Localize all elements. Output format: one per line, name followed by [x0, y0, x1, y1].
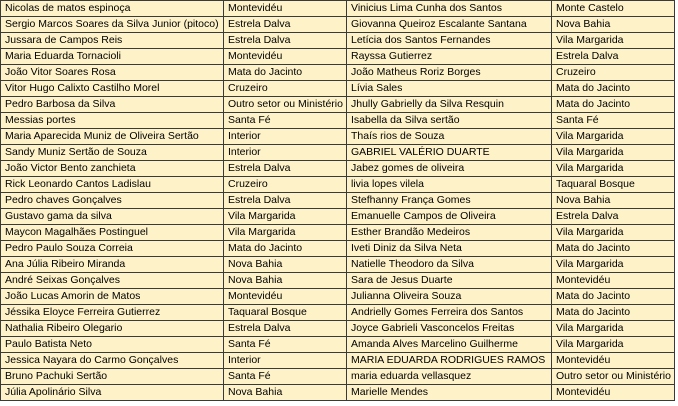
table-row	[1, 225, 675, 241]
sector-b-cell[interactable]: Vila Margarida	[552, 161, 675, 177]
name-a-cell[interactable]: Messias portes	[1, 113, 224, 129]
sector-a-cell[interactable]: Vila Margarida	[224, 209, 347, 225]
sector-b-cell[interactable]: Montevidéu	[552, 385, 675, 401]
sector-b-cell[interactable]: Mata do Jacinto	[552, 97, 675, 113]
table-row	[1, 193, 675, 209]
name-b-cell[interactable]: Rayssa Gutierrez	[347, 49, 552, 65]
sector-a-cell[interactable]: Interior	[224, 129, 347, 145]
sector-a-cell[interactable]: Estrela Dalva	[224, 17, 347, 33]
sector-b-cell[interactable]: Montevidéu	[552, 273, 675, 289]
table-row	[1, 49, 675, 65]
sector-b-cell[interactable]: Mata do Jacinto	[552, 241, 675, 257]
name-b-cell[interactable]: GABRIEL VALÉRIO DUARTE	[347, 145, 552, 161]
name-b-cell[interactable]: Isabella da Silva sertão	[347, 113, 552, 129]
name-a-cell[interactable]: Nicolas de matos espinoça	[1, 1, 224, 17]
name-a-cell[interactable]: Pedro Paulo Souza Correia	[1, 241, 224, 257]
name-b-cell[interactable]: Natielle Theodoro da Silva	[347, 257, 552, 273]
name-a-cell[interactable]: Maycon Magalhães Postinguel	[1, 225, 224, 241]
name-a-cell[interactable]: Jéssika Eloyce Ferreira Gutierrez	[1, 305, 224, 321]
sector-b-cell[interactable]: Estrela Dalva	[552, 49, 675, 65]
name-a-cell[interactable]: João Vitor Soares Rosa	[1, 65, 224, 81]
sector-b-cell[interactable]: Montevidéu	[552, 353, 675, 369]
sector-b-cell[interactable]: Mata do Jacinto	[552, 81, 675, 97]
sector-b-cell[interactable]: Mata do Jacinto	[552, 305, 675, 321]
name-b-cell[interactable]: Jhully Gabrielly da Silva Resquin	[347, 97, 552, 113]
table-row	[1, 1, 675, 17]
name-a-cell[interactable]: Jussara de Campos Reis	[1, 33, 224, 49]
name-b-cell[interactable]: Letícia dos Santos Fernandes	[347, 33, 552, 49]
spreadsheet-body	[1, 1, 675, 401]
name-b-cell[interactable]: livia lopes vilela	[347, 177, 552, 193]
sector-b-cell[interactable]: Vila Margarida	[552, 145, 675, 161]
table-row	[1, 305, 675, 321]
name-b-cell[interactable]: Joyce Gabrieli Vasconcelos Freitas	[347, 321, 552, 337]
sector-a-cell[interactable]: Vila Margarida	[224, 225, 347, 241]
name-a-cell[interactable]: Maria Eduarda Tornacioli	[1, 49, 224, 65]
table-row	[1, 385, 675, 401]
table-row	[1, 257, 675, 273]
sector-b-cell[interactable]: Vila Margarida	[552, 129, 675, 145]
sector-b-cell[interactable]: Outro setor ou Ministério	[552, 369, 675, 385]
sector-b-cell[interactable]: Nova Bahia	[552, 193, 675, 209]
name-a-cell[interactable]: João Lucas Amorin de Matos	[1, 289, 224, 305]
sector-b-cell[interactable]: Nova Bahia	[552, 17, 675, 33]
name-b-cell[interactable]: Amanda Alves Marcelino Guilherme	[347, 337, 552, 353]
name-b-cell[interactable]: Emanuelle Campos de Oliveira	[347, 209, 552, 225]
sector-a-cell[interactable]: Montevidéu	[224, 1, 347, 17]
sector-a-cell[interactable]: Outro setor ou Ministério	[224, 97, 347, 113]
sector-a-cell[interactable]: Nova Bahia	[224, 273, 347, 289]
name-a-cell[interactable]: Pedro chaves Gonçalves	[1, 193, 224, 209]
sector-a-cell[interactable]: Santa Fé	[224, 337, 347, 353]
sector-a-cell[interactable]: Nova Bahia	[224, 385, 347, 401]
table-row	[1, 145, 675, 161]
name-b-cell[interactable]: Iveti Diniz da Silva Neta	[347, 241, 552, 257]
name-a-cell[interactable]: Vitor Hugo Calixto Castilho Morel	[1, 81, 224, 97]
table-row	[1, 337, 675, 353]
name-a-cell[interactable]: Rick Leonardo Cantos Ladislau	[1, 177, 224, 193]
name-b-cell[interactable]: maria eduarda vellasquez	[347, 369, 552, 385]
name-b-cell[interactable]: Vinicius Lima Cunha dos Santos	[347, 1, 552, 17]
name-a-cell[interactable]: Sergio Marcos Soares da Silva Junior (pitoco)	[1, 17, 224, 33]
sector-b-cell[interactable]: Vila Margarida	[552, 33, 675, 49]
table-row	[1, 81, 675, 97]
sector-a-cell[interactable]: Cruzeiro	[224, 81, 347, 97]
name-b-cell[interactable]: Julianna Oliveira Souza	[347, 289, 552, 305]
name-a-cell[interactable]: Ana Júlia Ribeiro Miranda	[1, 257, 224, 273]
sector-a-cell[interactable]: Mata do Jacinto	[224, 65, 347, 81]
name-b-cell[interactable]: Esther Brandão Medeiros	[347, 225, 552, 241]
name-b-cell[interactable]: Lívia Sales	[347, 81, 552, 97]
name-b-cell[interactable]: Thaís rios de Souza	[347, 129, 552, 145]
name-a-cell[interactable]: Maria Aparecida Muniz de Oliveira Sertão	[1, 129, 224, 145]
table-row	[1, 273, 675, 289]
table-row	[1, 113, 675, 129]
sector-a-cell[interactable]: Santa Fé	[224, 113, 347, 129]
sector-b-cell[interactable]: Vila Margarida	[552, 225, 675, 241]
table-row	[1, 353, 675, 369]
name-b-cell[interactable]: Stefhanny França Gomes	[347, 193, 552, 209]
sector-b-cell[interactable]: Vila Margarida	[552, 337, 675, 353]
table-row	[1, 177, 675, 193]
sector-a-cell[interactable]: Interior	[224, 353, 347, 369]
name-a-cell[interactable]: Paulo Batista Neto	[1, 337, 224, 353]
sector-a-cell[interactable]: Mata do Jacinto	[224, 241, 347, 257]
table-row	[1, 129, 675, 145]
sector-b-cell[interactable]: Monte Castelo	[552, 1, 675, 17]
sector-b-cell[interactable]: Vila Margarida	[552, 257, 675, 273]
table-row	[1, 97, 675, 113]
name-a-cell[interactable]: Bruno Pachuki Sertão	[1, 369, 224, 385]
sector-a-cell[interactable]: Santa Fé	[224, 369, 347, 385]
sector-a-cell[interactable]: Montevidéu	[224, 49, 347, 65]
name-a-cell[interactable]: Júlia Apolinário Silva	[1, 385, 224, 401]
table-row	[1, 33, 675, 49]
sector-a-cell[interactable]: Estrela Dalva	[224, 33, 347, 49]
name-a-cell[interactable]: Nathalia Ribeiro Olegario	[1, 321, 224, 337]
name-b-cell[interactable]: Giovanna Queiroz Escalante Santana	[347, 17, 552, 33]
sector-b-cell[interactable]: Cruzeiro	[552, 65, 675, 81]
sector-b-cell[interactable]: Taquaral Bosque	[552, 177, 675, 193]
table-row	[1, 65, 675, 81]
sector-a-cell[interactable]: Interior	[224, 145, 347, 161]
name-b-cell[interactable]: Marielle Mendes	[347, 385, 552, 401]
name-a-cell[interactable]: João Victor Bento zanchieta	[1, 161, 224, 177]
table-row	[1, 161, 675, 177]
name-a-cell[interactable]: André Seixas Gonçalves	[1, 273, 224, 289]
name-b-cell[interactable]: MARIA EDUARDA RODRIGUES RAMOS	[347, 353, 552, 369]
name-a-cell[interactable]: Jessica Nayara do Carmo Gonçalves	[1, 353, 224, 369]
sector-a-cell[interactable]: Estrela Dalva	[224, 321, 347, 337]
sector-b-cell[interactable]: Mata do Jacinto	[552, 289, 675, 305]
sector-a-cell[interactable]: Cruzeiro	[224, 177, 347, 193]
sector-b-cell[interactable]: Santa Fé	[552, 113, 675, 129]
table-row	[1, 321, 675, 337]
table-row	[1, 369, 675, 385]
name-a-cell[interactable]: Sandy Muniz Sertão de Souza	[1, 145, 224, 161]
sector-a-cell[interactable]: Nova Bahia	[224, 257, 347, 273]
sector-a-cell[interactable]: Estrela Dalva	[224, 193, 347, 209]
name-b-cell[interactable]: Andrielly Gomes Ferreira dos Santos	[347, 305, 552, 321]
table-row	[1, 241, 675, 257]
sector-a-cell[interactable]: Montevidéu	[224, 289, 347, 305]
sector-b-cell[interactable]: Estrela Dalva	[552, 209, 675, 225]
sector-a-cell[interactable]: Estrela Dalva	[224, 161, 347, 177]
name-b-cell[interactable]: Sara de Jesus Duarte	[347, 273, 552, 289]
sector-a-cell[interactable]: Taquaral Bosque	[224, 305, 347, 321]
name-b-cell[interactable]: Jabez gomes de oliveira	[347, 161, 552, 177]
name-a-cell[interactable]: Pedro Barbosa da Silva	[1, 97, 224, 113]
table-row	[1, 209, 675, 225]
table-row	[1, 17, 675, 33]
name-a-cell[interactable]: Gustavo gama da silva	[1, 209, 224, 225]
sector-b-cell[interactable]: Vila Margarida	[552, 321, 675, 337]
table-row	[1, 289, 675, 305]
name-b-cell[interactable]: João Matheus Roriz Borges	[347, 65, 552, 81]
